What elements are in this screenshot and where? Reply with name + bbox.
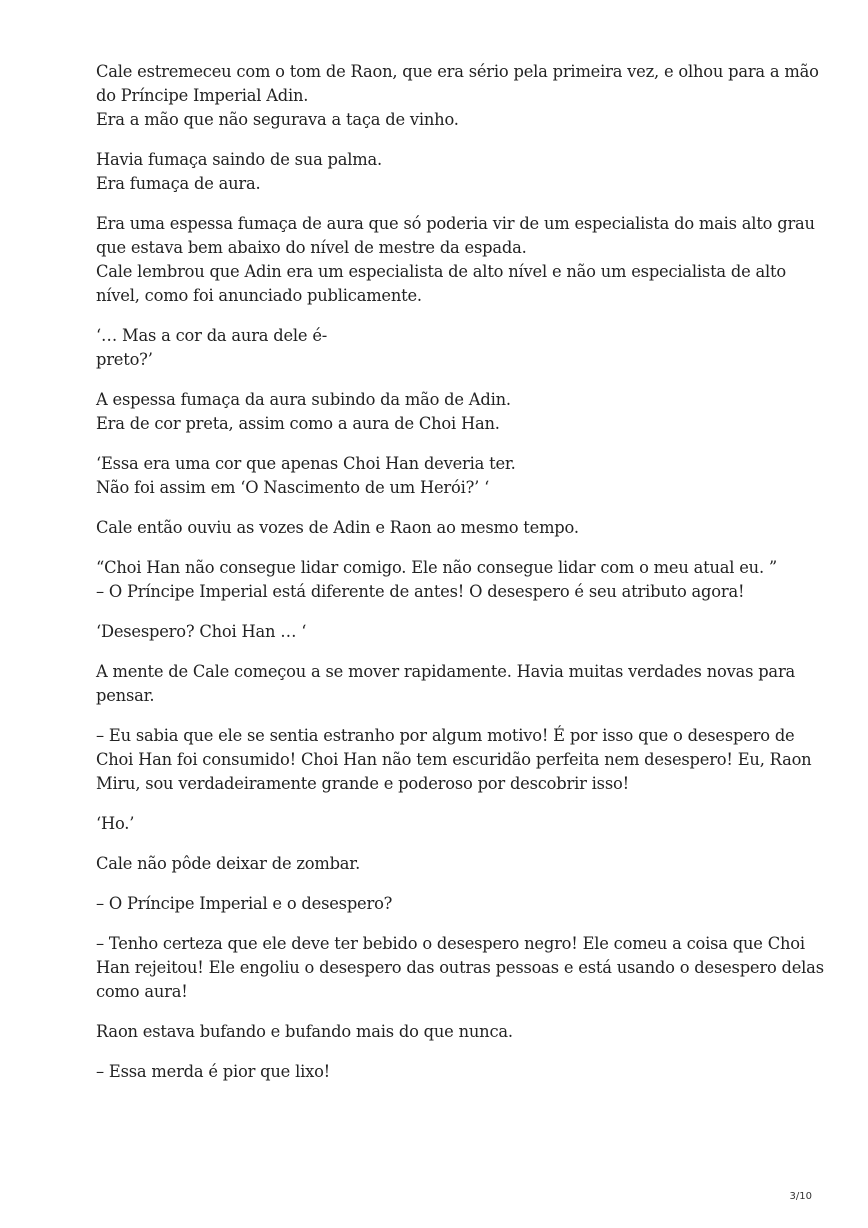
text-line: – O Príncipe Imperial está diferente de antes! O desespero é seu atributo agora! — [96, 582, 745, 601]
text-line: Havia fumaça saindo de sua palma. — [96, 150, 383, 169]
page-number: 3/10 — [789, 1191, 812, 1202]
paragraph — [96, 556, 796, 604]
text-line: Miru, sou verdadeiramente grande e poderoso por descobrir isso! — [96, 774, 629, 793]
text-line: do Príncipe Imperial Adin. — [96, 86, 309, 105]
text-line: “Choi Han não consegue lidar comigo. Ele não consegue lidar com o meu atual eu. ” — [96, 558, 778, 577]
text-line: – Essa merda é pior que lixo! — [96, 1062, 331, 1081]
paragraph — [96, 892, 796, 916]
text-line: Cale então ouviu as vozes de Adin e Raon ao mesmo tempo. — [96, 518, 579, 537]
text-line: preto?’ — [96, 350, 153, 369]
text-line: ‘Desespero? Choi Han … ‘ — [96, 622, 307, 641]
paragraph — [96, 1020, 796, 1044]
paragraph — [96, 516, 796, 540]
text-line: Não foi assim em ‘O Nascimento de um Herói?’ ‘ — [96, 478, 490, 497]
paragraph — [96, 724, 812, 796]
text-line: Era fumaça de aura. — [96, 174, 261, 193]
text-line: Raon estava bufando e bufando mais do que nunca. — [96, 1022, 513, 1041]
paragraph — [96, 148, 796, 196]
text-line: ‘Essa era uma cor que apenas Choi Han deveria ter. — [96, 454, 516, 473]
text-line: A mente de Cale começou a se mover rapidamente. Havia muitas verdades novas para — [96, 662, 796, 681]
paragraph — [96, 388, 796, 436]
paragraph — [96, 812, 796, 836]
text-line: ‘Ho.’ — [96, 814, 135, 833]
document-body — [96, 60, 824, 1100]
paragraph — [96, 324, 796, 372]
paragraph — [96, 60, 819, 132]
text-line: ‘… Mas a cor da aura dele é- — [96, 326, 328, 345]
text-line: Era de cor preta, assim como a aura de Choi Han. — [96, 414, 500, 433]
text-line: Han rejeitou! Ele engoliu o desespero das outras pessoas e está usando o desespero delas — [96, 958, 824, 977]
text-line: como aura! — [96, 982, 188, 1001]
paragraph — [96, 660, 796, 708]
text-line: – O Príncipe Imperial e o desespero? — [96, 894, 393, 913]
paragraph — [96, 620, 796, 644]
paragraph — [96, 452, 796, 500]
paragraph — [96, 932, 824, 1004]
text-line: Cale estremeceu com o tom de Raon, que era sério pela primeira vez, e olhou para a mão — [96, 62, 819, 81]
text-line: Era uma espessa fumaça de aura que só poderia vir de um especialista do mais alto grau — [96, 214, 815, 233]
paragraph — [96, 852, 796, 876]
text-line: Cale lembrou que Adin era um especialista de alto nível e não um especialista de alto — [96, 262, 786, 281]
text-line: Era a mão que não segurava a taça de vinho. — [96, 110, 459, 129]
text-line: – Tenho certeza que ele deve ter bebido o desespero negro! Ele comeu a coisa que Choi — [96, 934, 805, 953]
paragraph — [96, 212, 815, 308]
text-line: A espessa fumaça da aura subindo da mão de Adin. — [96, 390, 511, 409]
text-line: nível, como foi anunciado publicamente. — [96, 286, 422, 305]
text-line: Cale não pôde deixar de zombar. — [96, 854, 361, 873]
paragraph — [96, 1060, 796, 1084]
text-line: – Eu sabia que ele se sentia estranho por algum motivo! É por isso que o desespero de — [96, 726, 795, 745]
text-line: Choi Han foi consumido! Choi Han não tem escuridão perfeita nem desespero! Eu, Raon — [96, 750, 812, 769]
text-line: pensar. — [96, 686, 155, 705]
text-line: que estava bem abaixo do nível de mestre da espada. — [96, 238, 527, 257]
